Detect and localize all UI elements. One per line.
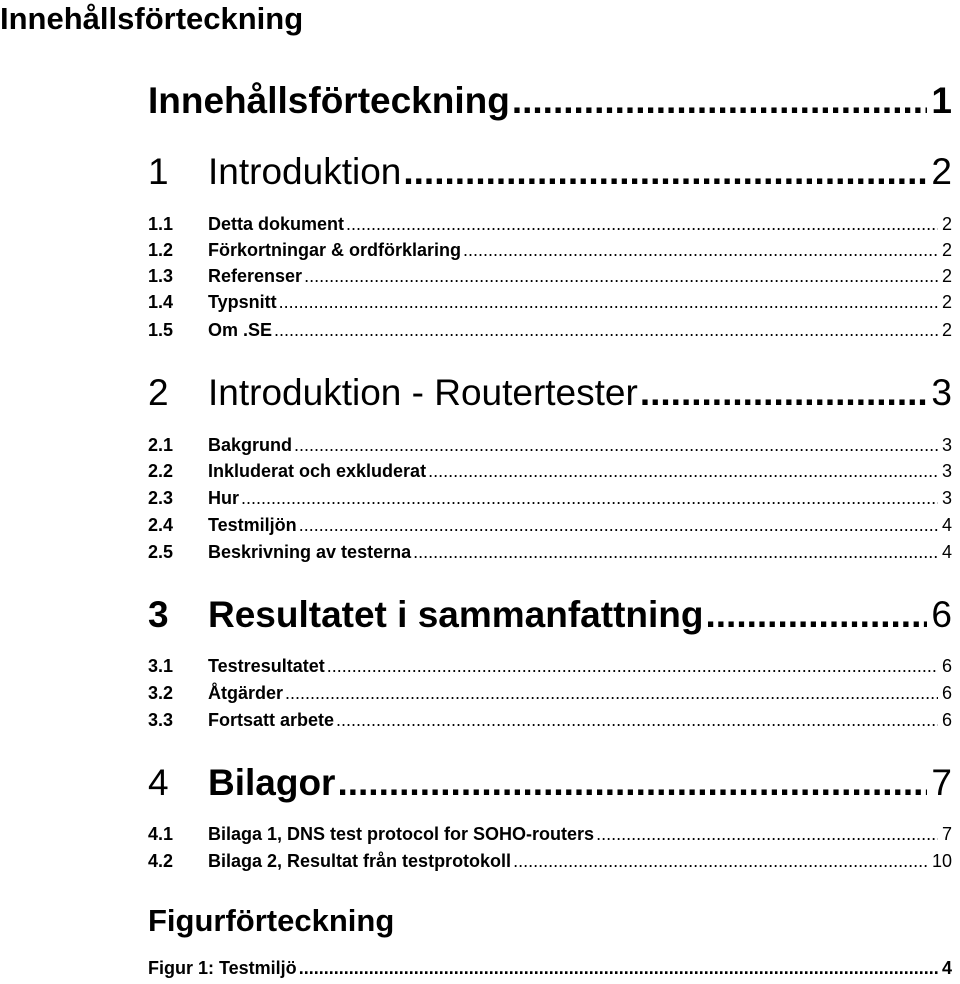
subsection-page: 6: [941, 656, 952, 676]
dot-leader: [512, 80, 928, 122]
dot-leader: [304, 266, 938, 287]
dot-leader: [596, 824, 938, 845]
dot-leader: [403, 151, 927, 193]
subsection-number: 2.2: [148, 461, 174, 481]
dot-leader: [285, 683, 938, 704]
subsection-title: Bilaga 2, Resultat från testprotokoll: [208, 851, 512, 871]
subsection-page: 7: [941, 824, 952, 844]
toc-subsection-2-3[interactable]: [148, 488, 952, 509]
dot-leader: [413, 542, 938, 563]
subsection-number: 1.5: [148, 320, 174, 340]
figures-heading-text: Figurförteckning: [148, 903, 395, 938]
subsection-number: 1.1: [148, 214, 174, 234]
subsection-number: 2.1: [148, 435, 174, 455]
section-page: 6: [931, 594, 952, 635]
subsection-title: Åtgärder: [208, 683, 284, 703]
subsection-title: Bilaga 1, DNS test protocol for SOHO-routers: [208, 824, 595, 844]
subsection-page: 2: [941, 320, 952, 340]
toc-subsection-1-5[interactable]: [148, 320, 952, 341]
section-title: Introduktion: [208, 151, 402, 192]
dot-leader: [463, 240, 938, 261]
dot-leader: [428, 461, 938, 482]
dot-leader: [279, 292, 938, 313]
toc-entry-title: Innehållsförteckning: [148, 80, 510, 121]
subsection-title: Detta dokument: [208, 214, 345, 234]
subsection-title: Bakgrund: [208, 435, 293, 455]
section-number: 3: [148, 594, 169, 635]
subsection-title: Fortsatt arbete: [208, 710, 335, 730]
dot-leader: [346, 214, 938, 235]
section-page: 7: [931, 762, 952, 803]
toc-subsection-1-1[interactable]: [148, 214, 952, 235]
toc-subsection-2-4[interactable]: [148, 515, 952, 536]
toc-subsection-3-1[interactable]: [148, 656, 952, 677]
subsection-title: Inkluderat och exkluderat: [208, 461, 427, 481]
toc-subsection-1-2[interactable]: [148, 240, 952, 261]
subsection-number: 4.1: [148, 824, 174, 844]
toc-subsection-3-2[interactable]: [148, 683, 952, 704]
toc-entry-page: 1: [931, 80, 952, 121]
section-number: 2: [148, 372, 169, 413]
section-title: Bilagor: [208, 762, 336, 803]
subsection-number: 2.5: [148, 542, 174, 562]
subsection-title: Beskrivning av testerna: [208, 542, 412, 562]
toc-subsection-2-5[interactable]: [148, 542, 952, 563]
subsection-page: 2: [941, 292, 952, 312]
section-number: 4: [148, 762, 169, 803]
dot-leader: [336, 710, 938, 731]
subsection-number: 2.4: [148, 515, 174, 535]
subsection-page: 4: [941, 542, 952, 562]
subsection-number: 1.2: [148, 240, 174, 260]
section-number: 1: [148, 151, 169, 192]
section-title: Introduktion - Routertester: [208, 372, 638, 413]
subsection-title: Testresultatet: [208, 656, 325, 676]
subsection-number: 3.1: [148, 656, 174, 676]
dot-leader: [513, 851, 928, 872]
subsection-number: 3.2: [148, 683, 174, 703]
section-title: Resultatet i sammanfattning: [208, 594, 704, 635]
subsection-number: 2.3: [148, 488, 174, 508]
toc-subsection-2-1[interactable]: [148, 435, 952, 456]
figures-heading: [148, 903, 952, 939]
dot-leader: [299, 958, 938, 979]
section-page: 3: [931, 372, 952, 413]
dot-leader: [299, 515, 938, 536]
dot-leader: [327, 656, 938, 677]
subsection-title: Förkortningar & ordförklaring: [208, 240, 462, 260]
page-heading: Innehållsförteckning: [0, 1, 304, 36]
subsection-page: 6: [941, 683, 952, 703]
subsection-number: 1.4: [148, 292, 174, 312]
dot-leader: [274, 320, 938, 341]
subsection-page: 2: [941, 240, 952, 260]
toc-subsection-1-4[interactable]: [148, 292, 952, 313]
subsection-number: 4.2: [148, 851, 174, 871]
subsection-title: Testmiljön: [208, 515, 297, 535]
subsection-page: 2: [941, 266, 952, 286]
section-page: 2: [931, 151, 952, 192]
toc-section-1[interactable]: [148, 151, 952, 193]
subsection-number: 3.3: [148, 710, 174, 730]
subsection-number: 1.3: [148, 266, 174, 286]
toc-section-3[interactable]: [148, 594, 952, 636]
dot-leader: [640, 372, 928, 414]
toc-subsection-3-3[interactable]: [148, 710, 952, 731]
toc-section-4[interactable]: [148, 762, 952, 804]
dot-leader: [705, 594, 927, 636]
subsection-page: 2: [941, 214, 952, 234]
subsection-page: 3: [941, 461, 952, 481]
subsection-title: Referenser: [208, 266, 303, 286]
subsection-page: 3: [941, 488, 952, 508]
subsection-page: 4: [941, 515, 952, 535]
toc-subsection-2-2[interactable]: [148, 461, 952, 482]
subsection-title: Om .SE: [208, 320, 273, 340]
subsection-title: Typsnitt: [208, 292, 277, 312]
subsection-page: 6: [941, 710, 952, 730]
figure-title: Figur 1: Testmiljö: [148, 958, 297, 978]
dot-leader: [337, 762, 927, 804]
subsection-page: 3: [941, 435, 952, 455]
toc-subsection-4-1[interactable]: [148, 824, 952, 845]
subsection-title: Hur: [208, 488, 239, 508]
dot-leader: [294, 435, 938, 456]
dot-leader: [241, 488, 938, 509]
toc-title-entry[interactable]: [148, 80, 952, 122]
subsection-page: 10: [931, 851, 952, 871]
toc-subsection-1-3[interactable]: [148, 266, 952, 287]
toc-subsection-4-2[interactable]: [148, 851, 952, 872]
toc-figure-1[interactable]: [148, 958, 952, 979]
figure-page: 4: [941, 958, 952, 978]
toc-section-2[interactable]: [148, 372, 952, 414]
